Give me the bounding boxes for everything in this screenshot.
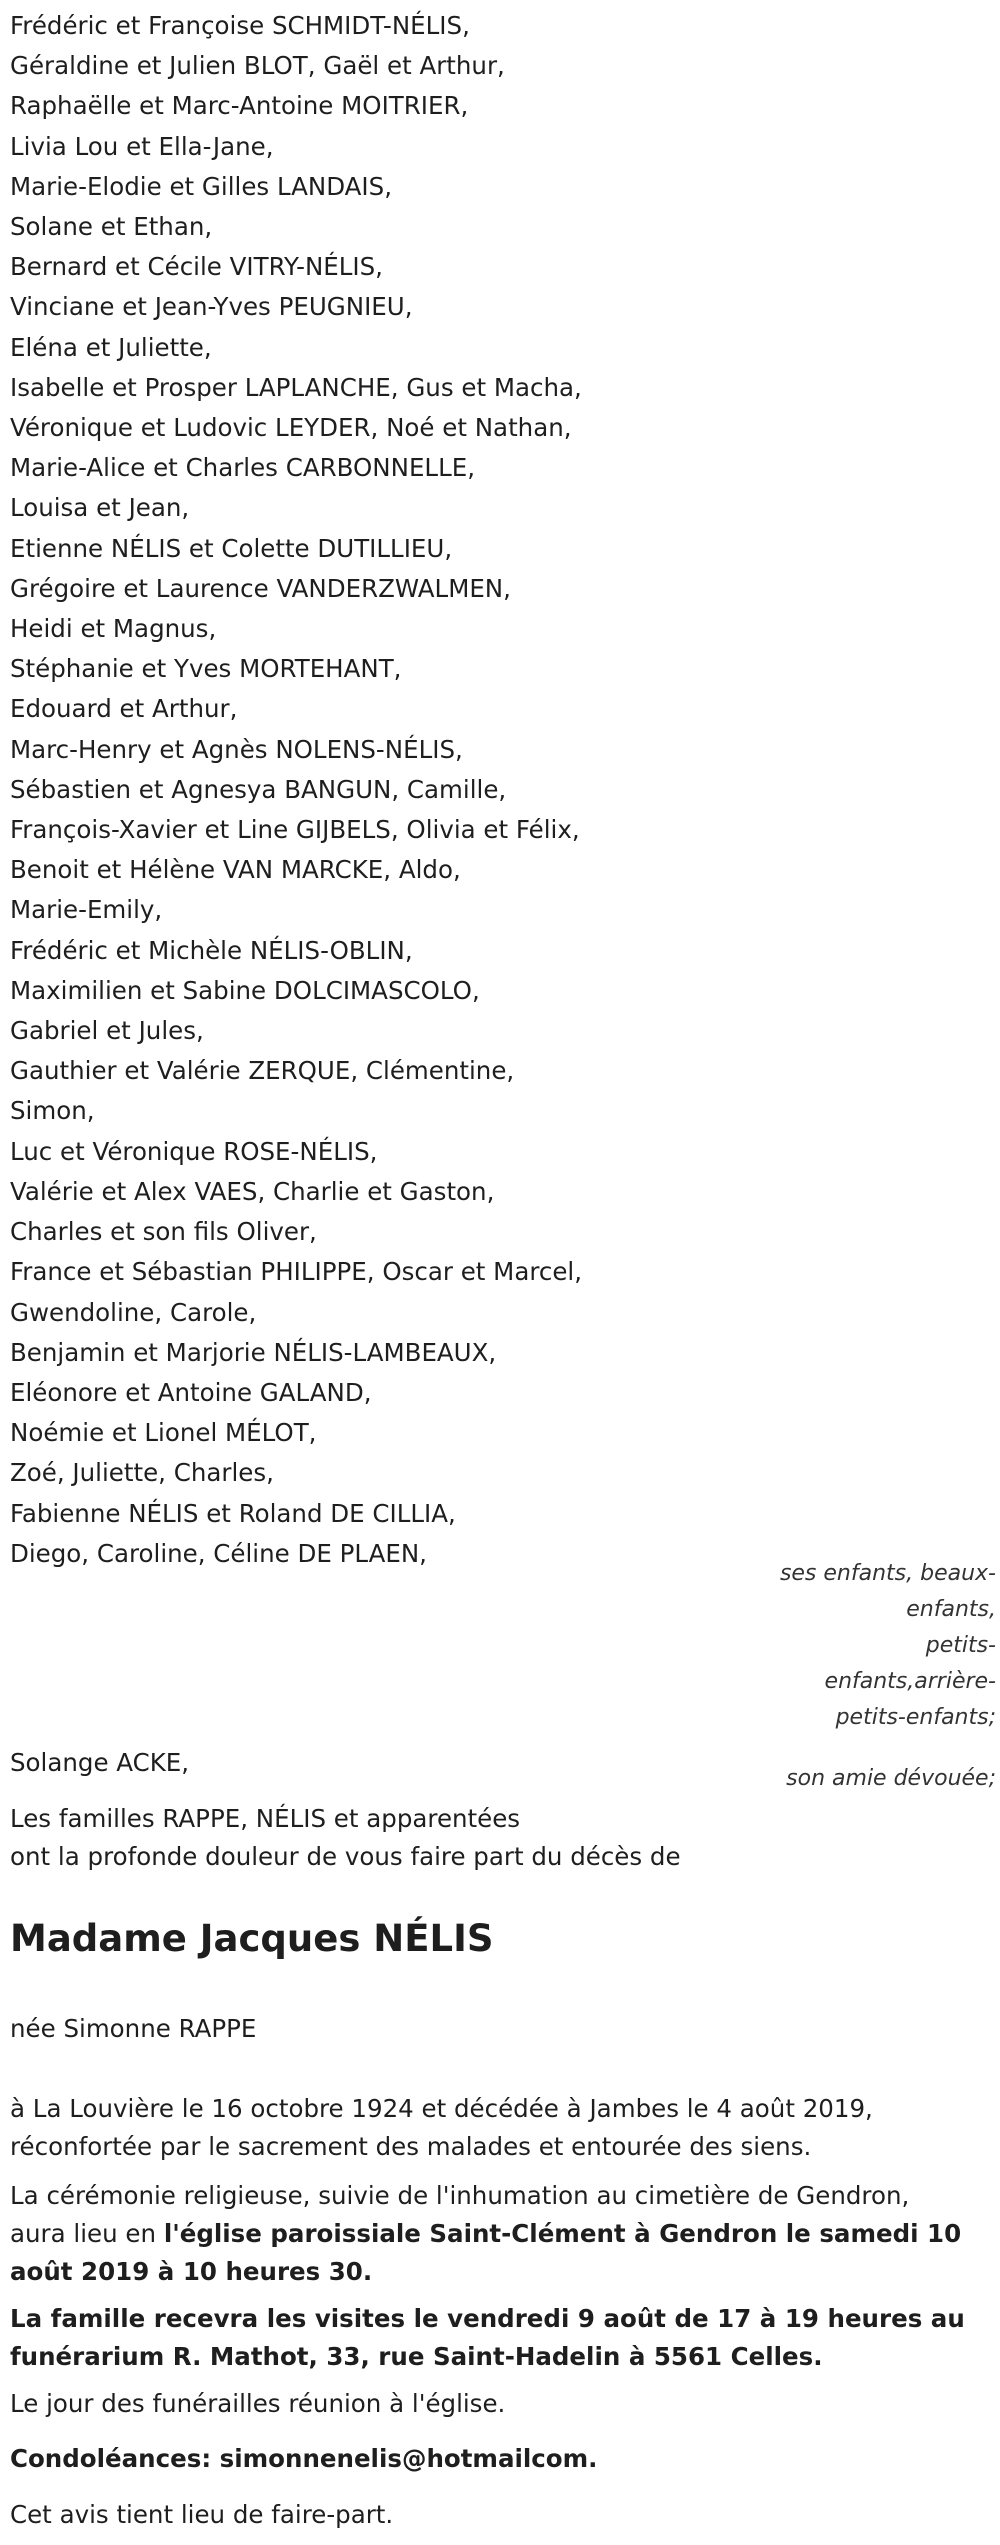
family-relation-note xyxy=(736,1556,996,1736)
family-name-line: Noémie et Lionel MÉLOT, xyxy=(10,1418,317,1448)
family-name-line: Maximilien et Sabine DOLCIMASCOLO, xyxy=(10,975,480,1005)
family-name-line: Isabelle et Prosper LAPLANCHE, Gus et Macha, xyxy=(10,372,582,402)
family-name-line: Gabriel et Jules, xyxy=(10,1016,204,1046)
family-name-line: Marc-Henry et Agnès NOLENS-NÉLIS, xyxy=(10,734,463,764)
family-name-line: Livia Lou et Ella-Jane, xyxy=(10,131,274,161)
families-line-2: ont la profonde douleur de vous faire part du décès de xyxy=(10,1842,681,1871)
family-name-line: Solane et Ethan, xyxy=(10,212,213,242)
family-name-line: Eléonore et Antoine GALAND, xyxy=(10,1377,372,1407)
ceremony-place-time: l'église paroissiale Saint-Clément à Gendron le samedi 10 août 2019 à 10 heures 30. xyxy=(10,2219,962,2286)
ceremony-prefix: aura lieu en xyxy=(10,2219,164,2248)
family-name-line: Géraldine et Julien BLOT, Gaël et Arthur, xyxy=(10,51,505,81)
ceremony-paragraph xyxy=(10,2177,985,2291)
reunion-paragraph: Le jour des funérailles réunion à l'église. xyxy=(10,2389,506,2418)
friend-name: Solange ACKE, xyxy=(10,1748,190,1777)
relation-line: enfants,arrière- xyxy=(824,1669,996,1694)
family-name-line: Fabienne NÉLIS et Roland DE CILLIA, xyxy=(10,1498,456,1528)
maiden-name: née Simonne RAPPE xyxy=(10,2014,257,2043)
visits-paragraph: La famille recevra les visites le vendredi 9 août de 17 à 19 heures au funérarium R. Mathot, 33, rue Saint-Hadelin à 5561 Celles. xyxy=(10,2304,965,2371)
family-name-line: Frédéric et Michèle NÉLIS-OBLIN, xyxy=(10,935,413,965)
family-name-line: Valérie et Alex VAES, Charlie et Gaston, xyxy=(10,1176,495,1206)
family-name-line: Charles et son fils Oliver, xyxy=(10,1217,317,1247)
family-name-line: Louisa et Jean, xyxy=(10,493,190,523)
family-name-line: Gwendoline, Carole, xyxy=(10,1297,257,1327)
family-name-line: Frédéric et Françoise SCHMIDT-NÉLIS, xyxy=(10,11,470,40)
family-name-line: Etienne NÉLIS et Colette DUTILLIEU, xyxy=(10,533,453,563)
relation-line: enfants, xyxy=(906,1597,996,1622)
family-name-line: Diego, Caroline, Céline DE PLAEN, xyxy=(10,1538,427,1568)
notice-footer: Cet avis tient lieu de faire-part. xyxy=(10,2500,394,2529)
deceased-name: Madame Jacques NÉLIS xyxy=(10,1917,494,1960)
family-name-line: Marie-Emily, xyxy=(10,895,163,925)
relation-line: petits- xyxy=(925,1633,996,1658)
family-name-line: Sébastien et Agnesya BANGUN, Camille, xyxy=(10,774,507,804)
family-name-line: Eléna et Juliette, xyxy=(10,332,212,362)
family-name-line: Vinciane et Jean-Yves PEUGNIEU, xyxy=(10,292,413,322)
relation-line: ses enfants, beaux- xyxy=(779,1561,996,1586)
family-name-line: Marie-Alice et Charles CARBONNELLE, xyxy=(10,453,475,483)
birth-line-1: à La Louvière le 16 octobre 1924 et décédée à Jambes le 4 août 2019, xyxy=(10,2094,873,2123)
family-name-line: Gauthier et Valérie ZERQUE, Clémentine, xyxy=(10,1056,515,1086)
family-name-line: Benoit et Hélène VAN MARCKE, Aldo, xyxy=(10,855,461,885)
relation-line: petits-enfants; xyxy=(835,1705,996,1730)
family-name-line: France et Sébastian PHILIPPE, Oscar et Marcel, xyxy=(10,1257,583,1287)
ceremony-location xyxy=(10,2215,985,2291)
family-name-line: Simon, xyxy=(10,1096,95,1126)
family-name-line: Grégoire et Laurence VANDERZWALMEN, xyxy=(10,573,511,603)
family-name-line: Marie-Elodie et Gilles LANDAIS, xyxy=(10,171,392,201)
family-name-line: Zoé, Juliette, Charles, xyxy=(10,1458,274,1488)
family-name-line: Bernard et Cécile VITRY-NÉLIS, xyxy=(10,252,383,282)
family-name-line: Luc et Véronique ROSE-NÉLIS, xyxy=(10,1136,378,1166)
family-name-line: Véronique et Ludovic LEYDER, Noé et Nathan, xyxy=(10,413,572,443)
family-name-line: Heidi et Magnus, xyxy=(10,614,217,644)
birth-line-2: réconfortée par le sacrement des malades et entourée des siens. xyxy=(10,2132,812,2161)
condolences-paragraph: Condoléances: simonnenelis@hotmailcom. xyxy=(10,2444,598,2473)
family-name-line: Stéphanie et Yves MORTEHANT, xyxy=(10,654,402,684)
families-announcement xyxy=(10,1800,681,1876)
family-name-line: Edouard et Arthur, xyxy=(10,694,238,724)
family-name-line: Raphaëlle et Marc-Antoine MOITRIER, xyxy=(10,91,469,121)
ceremony-line-1: La cérémonie religieuse, suivie de l'inhumation au cimetière de Gendron, xyxy=(10,2181,910,2210)
family-name-line: François-Xavier et Line GIJBELS, Olivia et Félix, xyxy=(10,815,580,845)
birth-death-paragraph xyxy=(10,2090,985,2166)
friend-relation-note: son amie dévouée; xyxy=(786,1766,996,1791)
families-line-1: Les familles RAPPE, NÉLIS et apparentées xyxy=(10,1804,521,1833)
family-names-list xyxy=(10,6,770,1574)
family-name-line: Benjamin et Marjorie NÉLIS-LAMBEAUX, xyxy=(10,1337,497,1367)
